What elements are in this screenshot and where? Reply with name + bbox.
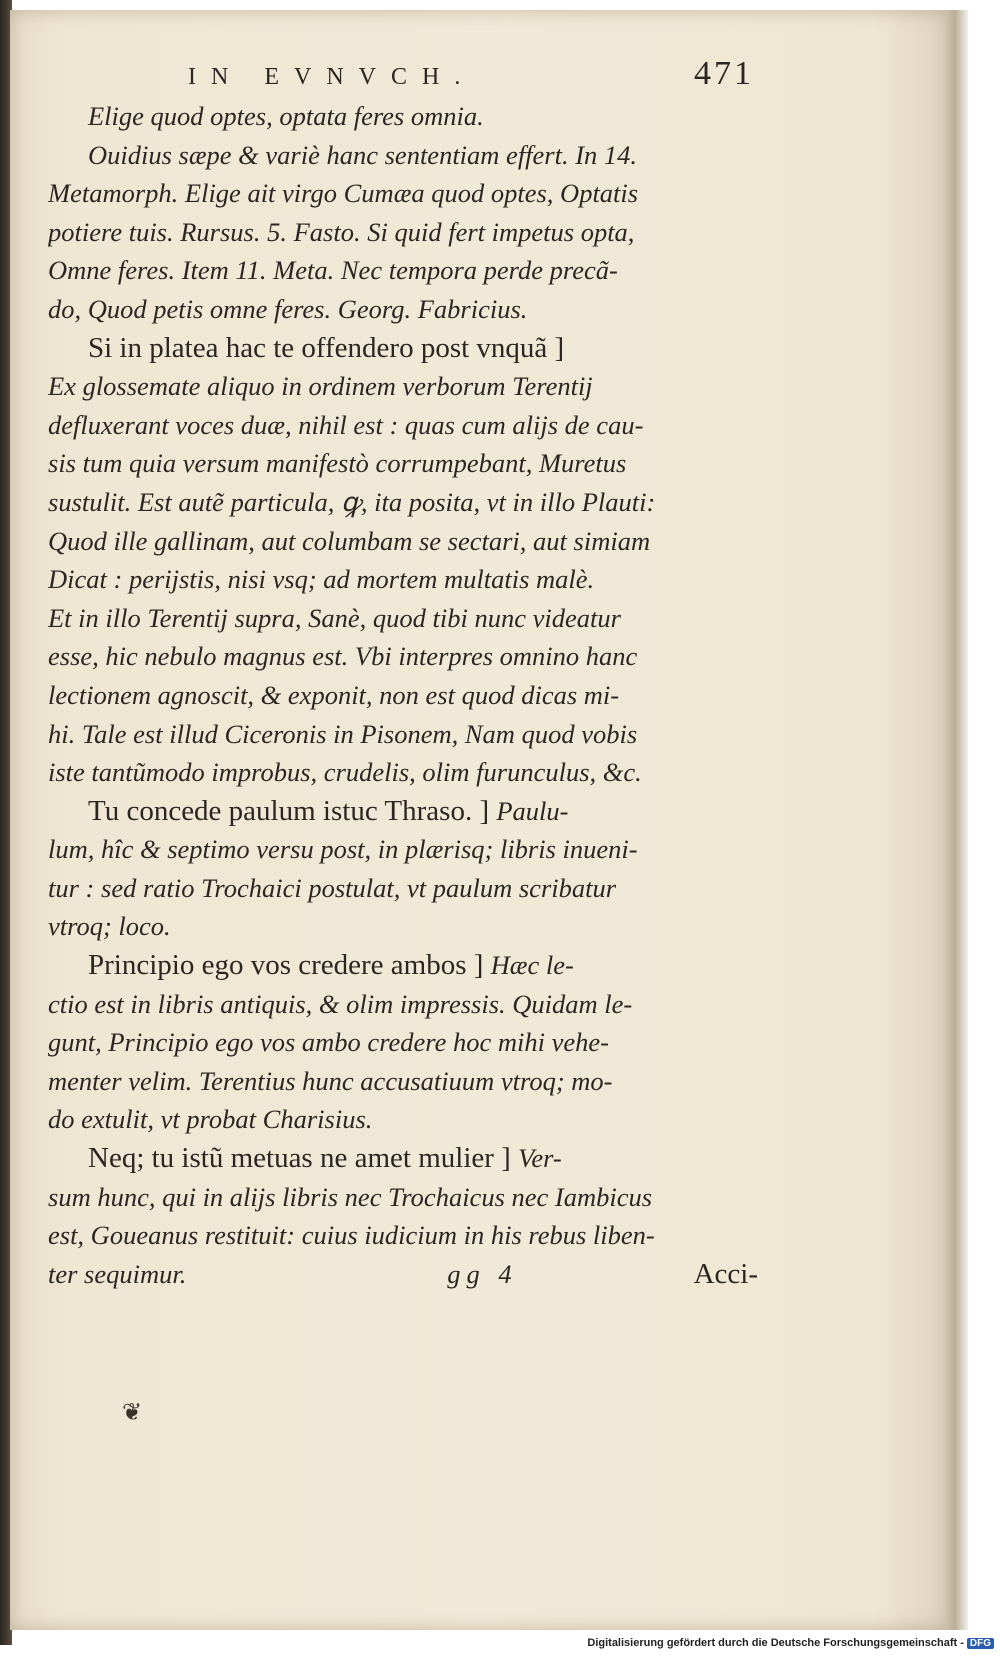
footer-line (48, 1255, 758, 1294)
commentary-text: defluxerant voces duæ, nihil est : quas cum alijs de cau- (48, 409, 644, 440)
text-line (48, 329, 758, 368)
commentary-text: Ver- (518, 1143, 562, 1174)
commentary-text: Et in illo Terentij supra, Sanè, quod tibi nunc videatur (48, 602, 621, 633)
commentary-text: Metamorph. Elige ait virgo Cumæa quod optes, Optatis (48, 178, 639, 209)
text-line (48, 560, 758, 599)
commentary-text: iste tantũmodo improbus, crudelis, olim furunculus, &c. (48, 757, 642, 788)
text-line (48, 1178, 758, 1217)
commentary-text: Omne feres. Item 11. Meta. Nec tempora perde precã- (48, 255, 618, 286)
text-line (48, 830, 758, 869)
text-line (48, 1062, 758, 1101)
text-line (48, 1023, 758, 1062)
commentary-text: Dicat : perijstis, nisi vsq; ad mortem multatis malè. (48, 564, 595, 595)
commentary-text: vtroq; loco. (48, 911, 171, 942)
commentary-text: hi. Tale est illud Ciceronis in Pisonem, Nam quod vobis (48, 718, 638, 749)
text-line (48, 290, 758, 329)
credit-text: Digitalisierung gefördert durch die Deutsche Forschungsgemeinschaft - (587, 1637, 964, 1649)
text-line (48, 869, 758, 908)
text-line (48, 444, 758, 483)
signature-mark: gg 4 (447, 1258, 518, 1289)
commentary-text: Elige quod optes, optata feres omnia. (88, 101, 484, 131)
lemma-text: Neq; tu istũ metuas ne amet mulier ] (88, 1142, 519, 1175)
commentary-text: do, Quod petis omne feres. Georg. Fabricius. (48, 293, 528, 324)
text-line (48, 97, 758, 136)
text-line (48, 174, 758, 213)
running-head (48, 55, 758, 95)
text-line (48, 985, 758, 1024)
commentary-text: esse, hic nebulo magnus est. Vbi interpres omnino hanc (48, 641, 638, 672)
text-line (48, 483, 758, 522)
page-number: 471 (694, 55, 754, 92)
text-line (48, 213, 758, 252)
text-line (48, 753, 758, 792)
lemma-text: Si in platea hac te offendero post vnquã ] (88, 331, 565, 364)
commentary-text: ctio est in libris antiquis, & olim impressis. Quidam le- (48, 988, 633, 1019)
text-line (48, 946, 758, 985)
text-line (48, 715, 758, 754)
commentary-text: do extulit, vt probat Charisius. (48, 1104, 373, 1135)
text-line (48, 522, 758, 561)
commentary-text: gunt, Principio ego vos ambo credere hoc mihi vehe- (48, 1027, 610, 1058)
ornament-mark: ❦ (122, 1400, 143, 1426)
commentary-text: est, Goueanus restituit: cuius iudicium in his rebus liben- (48, 1220, 655, 1251)
commentary-text: sustulit. Est autẽ particula, ꝙ, ita posita, vt in illo Plauti: (48, 486, 656, 517)
text-line (48, 136, 758, 175)
text-line (48, 406, 758, 445)
commentary-text: menter velim. Terentius hunc accusatiuum vtroq; mo- (48, 1065, 613, 1096)
last-text: ter sequimur. (48, 1258, 187, 1289)
running-title: IN EVNVCH. (188, 64, 476, 90)
text-lines (48, 97, 758, 1255)
dfg-logo: DFG (967, 1638, 994, 1649)
text-line (48, 676, 758, 715)
lemma-text: Tu concede paulum istuc Thraso. ] (88, 794, 497, 827)
commentary-text: potiere tuis. Rursus. 5. Fasto. Si quid fert impetus opta, (48, 216, 635, 247)
commentary-text: Hæc le- (490, 950, 574, 981)
commentary-text: lectionem agnoscit, & exponit, non est quod dicas mi- (48, 679, 620, 710)
text-line (48, 251, 758, 290)
commentary-text: tur : sed ratio Trochaici postulat, vt paulum scribatur (48, 872, 617, 903)
text-line (48, 1216, 758, 1255)
commentary-text: Ex glossemate aliquo in ordinem verborum Terentij (48, 371, 593, 402)
text-line (48, 1100, 758, 1139)
text-line (48, 1139, 758, 1178)
commentary-text: Ouidius sæpe & variè hanc sententiam effert. In 14. (88, 139, 638, 170)
text-line (48, 599, 758, 638)
digitization-credit (587, 1637, 994, 1649)
commentary-text: sum hunc, qui in alijs libris nec Trochaicus nec Iambicus (48, 1181, 653, 1212)
text-block (48, 55, 758, 1293)
catchword: Acci- (693, 1257, 758, 1290)
text-line (48, 367, 758, 406)
text-line (48, 637, 758, 676)
text-line (48, 907, 758, 946)
page-edge (946, 10, 968, 1630)
commentary-text: Quod ille gallinam, aut columbam se sectari, aut simiam (48, 525, 651, 556)
commentary-text: lum, hîc & septimo versu post, in plærisq; libris inueni- (48, 834, 638, 865)
text-line (48, 792, 758, 831)
commentary-text: Paulu- (496, 795, 569, 826)
commentary-text: sis tum quia versum manifestò corrumpebant, Muretus (48, 448, 627, 479)
lemma-text: Principio ego vos credere ambos ] (88, 949, 491, 982)
